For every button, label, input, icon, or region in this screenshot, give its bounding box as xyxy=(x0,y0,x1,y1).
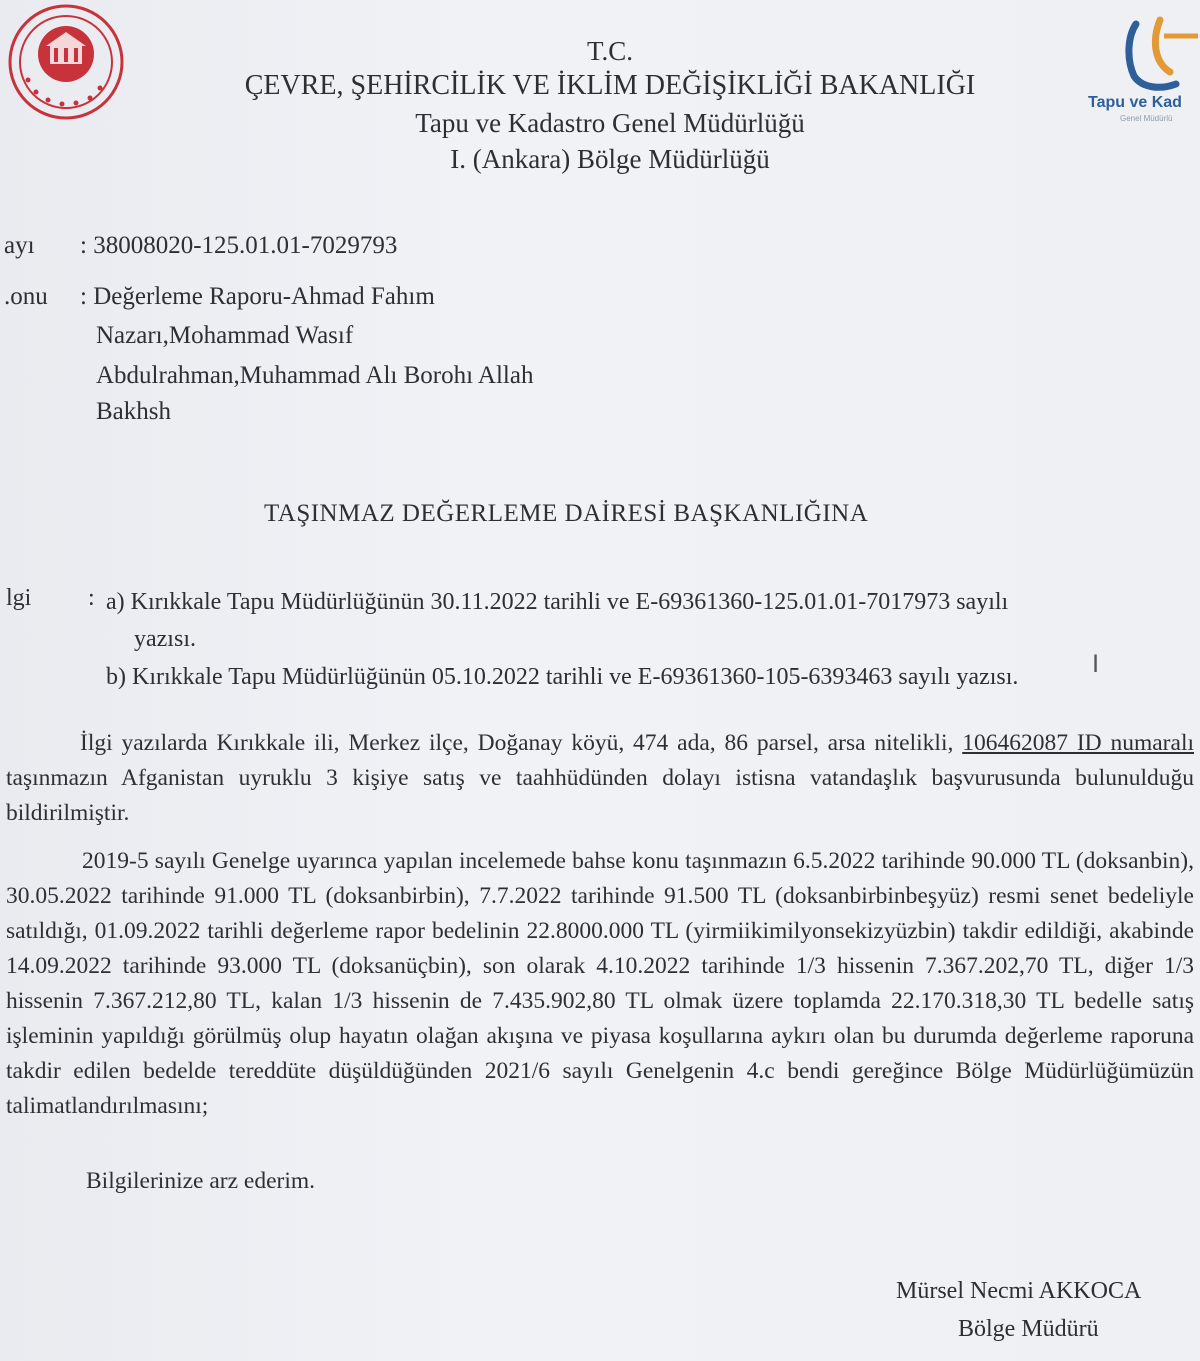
ministry-seal-logo xyxy=(6,4,126,122)
sayi-value: : 38008020-125.01.01-7029793 xyxy=(80,232,398,259)
konu-line-3: Abdulrahman,Muhammad Alı Borohı Allah xyxy=(96,362,534,389)
ilgi-b-line1: b) Kırıkkale Tapu Müdürlüğünün 05.10.2022 tarihli ve E-69361360-105-6393463 sayılı yazısı. xyxy=(106,664,1019,690)
p1-id-number: 106462087 ID numaralı xyxy=(962,730,1194,756)
p3-text: Bilgilerinize arz ederim. xyxy=(86,1168,316,1194)
sayi-label: ayı xyxy=(4,232,35,259)
body-paragraph-2 xyxy=(6,844,1194,1124)
p2-text: 2019-5 sayılı Genelge uyarınca yapılan incelemede bahse konu taşınmazın 6.5.2022 tarihinde 90.000 TL (doksanbin), 30.05.2022 tarihinde 91.000 TL (doksanbirbin), 7.7.2022 tarihinde 91.500 TL (doksanbirbinbeşyüz) resmi senet bedeliyle satıldığı, 01.09.2022 tarihli değerleme rapor bedelinin 22.8000.000 TL (yirmiikimilyonsekizyüzbin) takdir edildiği, akabinde 14.09.2022 tarihinde 93.000 TL (doksanüçbin), son olarak 4.10.2022 tarihinde 1/3 hissenin 7.367.202,70 TL, diğer 1/3 hissenin 7.367.212,80 TL, kalan 1/3 hissenin de 7.435.902,80 TL olmak üzere toplamda 22.170.318,30 TL bedelle satış işleminin yapıldığı görülmüş olup hayatın olağan akışına ve piyasa koşullarına aykırı olan bu durumda değerleme raporuna takdir edilen bedelde tereddüte düşüldüğünden 2021/6 sayılı Genelgenin 4.c bendi gereğince Bölge Müdürlüğümüzün talimatlandırılmasını; xyxy=(6,848,1194,1119)
konu-line-2: Nazarı,Mohammad Wasıf xyxy=(96,322,354,349)
ilgi-a-line2: yazısı. xyxy=(134,626,196,652)
header-directorate: Tapu ve Kadastro Genel Müdürlüğü xyxy=(415,108,805,138)
header-ministry: ÇEVRE, ŞEHİRCİLİK VE İKLİM DEĞİŞİKLİĞİ BAKANLIĞI xyxy=(244,70,976,101)
ilgi-a-line1: a) Kırıkkale Tapu Müdürlüğünün 30.11.2022 tarihli ve E-69361360-125.01.01-7017973 sayılı xyxy=(106,589,1009,615)
body-paragraph-3 xyxy=(6,1164,1194,1199)
konu-line-4: Bakhsh xyxy=(96,398,171,425)
konu-label: .onu xyxy=(4,283,48,310)
ilgi-colon: : xyxy=(88,585,95,611)
header-tc: T.C. xyxy=(587,36,633,66)
p1-rest: taşınmazın Afganistan uyruklu 3 kişiye satış ve taahhüdünden dolayı istisna vatandaşlık başvurusunda bulunulduğu bildirilmiştir. xyxy=(6,765,1194,826)
ilgi-label: lgi xyxy=(6,585,32,611)
addressee: TAŞINMAZ DEĞERLEME DAİRESİ BAŞKANLIĞINA xyxy=(264,500,869,527)
header-regional-directorate: I. (Ankara) Bölge Müdürlüğü xyxy=(450,144,770,174)
body-paragraph-1 xyxy=(6,726,1194,831)
signatory-name: Mürsel Necmi AKKOCA xyxy=(896,1278,1142,1304)
signatory-title: Bölge Müdürü xyxy=(958,1316,1099,1342)
logo-text: Tapu ve Kad xyxy=(1088,94,1182,111)
logo-subtext: Genel Müdürlü xyxy=(1120,114,1173,123)
text-cursor-icon: I xyxy=(1092,650,1100,678)
p1-start: İlgi yazılarda Kırıkkale ili, Merkez ilçe, Doğanay köyü, 474 ada, 86 parsel, arsa nitelikli, xyxy=(80,730,954,756)
konu-value: : Değerleme Raporu-Ahmad Fahım xyxy=(80,283,435,310)
